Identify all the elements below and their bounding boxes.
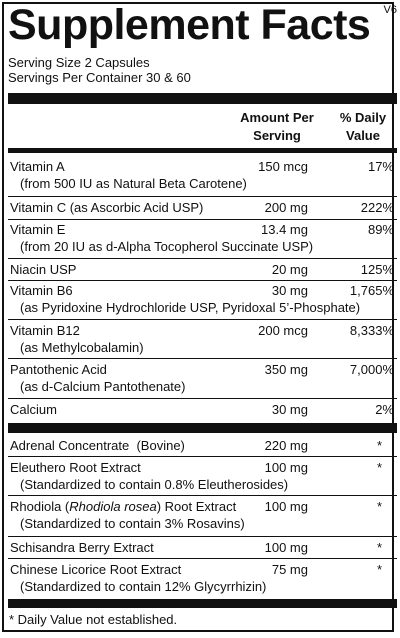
row-divider bbox=[8, 196, 397, 197]
thick-divider-middle bbox=[8, 423, 397, 433]
row-divider bbox=[8, 536, 397, 537]
row-divider bbox=[8, 358, 397, 359]
amount-per-serving-header: Amount Per Serving bbox=[240, 110, 314, 143]
daily-value-header: % Daily Value bbox=[339, 110, 387, 143]
row-divider bbox=[8, 280, 397, 281]
version-label: V6 bbox=[383, 4, 397, 16]
serving-size: Serving Size 2 Capsules bbox=[8, 55, 150, 70]
row-divider bbox=[8, 219, 397, 220]
row-divider bbox=[8, 456, 397, 457]
panel-title: Supplement Facts bbox=[8, 1, 371, 49]
row-divider bbox=[8, 495, 397, 496]
row-divider bbox=[8, 319, 397, 320]
servings-per-container: Servings Per Container 30 & 60 bbox=[8, 70, 191, 85]
footnote: * Daily Value not established. bbox=[9, 612, 178, 627]
thick-divider-bottom bbox=[8, 599, 397, 608]
rhodiola-name: Rhodiola (Rhodiola rosea) Root Extract bbox=[10, 499, 237, 514]
thick-divider-top bbox=[8, 93, 397, 104]
row-divider bbox=[8, 398, 397, 399]
row-divider bbox=[8, 258, 397, 259]
divider-header bbox=[8, 148, 397, 153]
row-divider bbox=[8, 558, 397, 559]
